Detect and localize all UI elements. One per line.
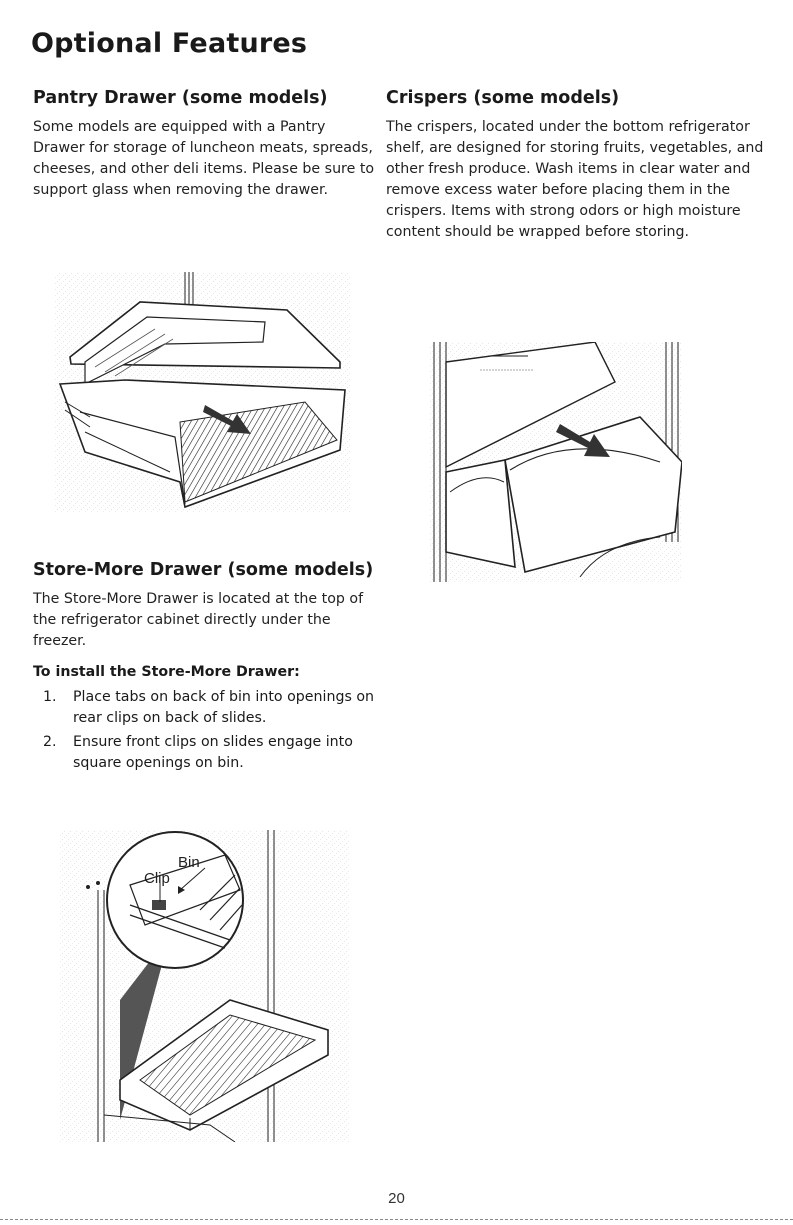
bin-callout-label: Bin [178, 854, 200, 871]
crispers-body: The crispers, located under the bottom refrigerator shelf, are designed for storing fruits, vegetables, and other fresh produce. Wash items in clear water and remove excess water before placing them in the crispers. Items with strong odors or high moisture content should be wrapped before storing. [386, 119, 764, 240]
list-item [33, 687, 383, 729]
footer-divider [0, 1219, 793, 1220]
store-more-heading: Store-More Drawer (some models) [33, 560, 374, 580]
clip-callout-label: Clip [144, 870, 170, 887]
list-item [33, 732, 383, 774]
crisper-drawer-illustration [430, 342, 682, 582]
pantry-section [33, 88, 378, 201]
page-number: 20 [388, 1190, 405, 1207]
pantry-drawer-illustration [55, 272, 350, 512]
step-number: 1. [43, 689, 57, 705]
pantry-heading: Pantry Drawer (some models) [33, 88, 328, 108]
store-more-body: The Store-More Drawer is located at the top of the refrigerator cabinet directly under the freezer. [33, 591, 364, 649]
step-text: Ensure front clips on slides engage into square openings on bin. [73, 734, 353, 771]
pantry-body: Some models are equipped with a Pantry Drawer for storage of luncheon meats, spreads, cheeses, and other deli items. Please be sure to support glass when removing the drawer. [33, 119, 375, 198]
store-more-drawer-illustration [60, 830, 350, 1142]
crispers-heading: Crispers (some models) [386, 88, 620, 108]
step-number: 2. [43, 734, 57, 750]
page-title: Optional Features [31, 28, 308, 59]
install-subheading: To install the Store-More Drawer: [33, 664, 300, 680]
step-text: Place tabs on back of bin into openings on rear clips on back of slides. [73, 689, 375, 726]
install-steps [33, 687, 383, 774]
crispers-section [386, 88, 771, 243]
store-more-section [33, 560, 383, 777]
